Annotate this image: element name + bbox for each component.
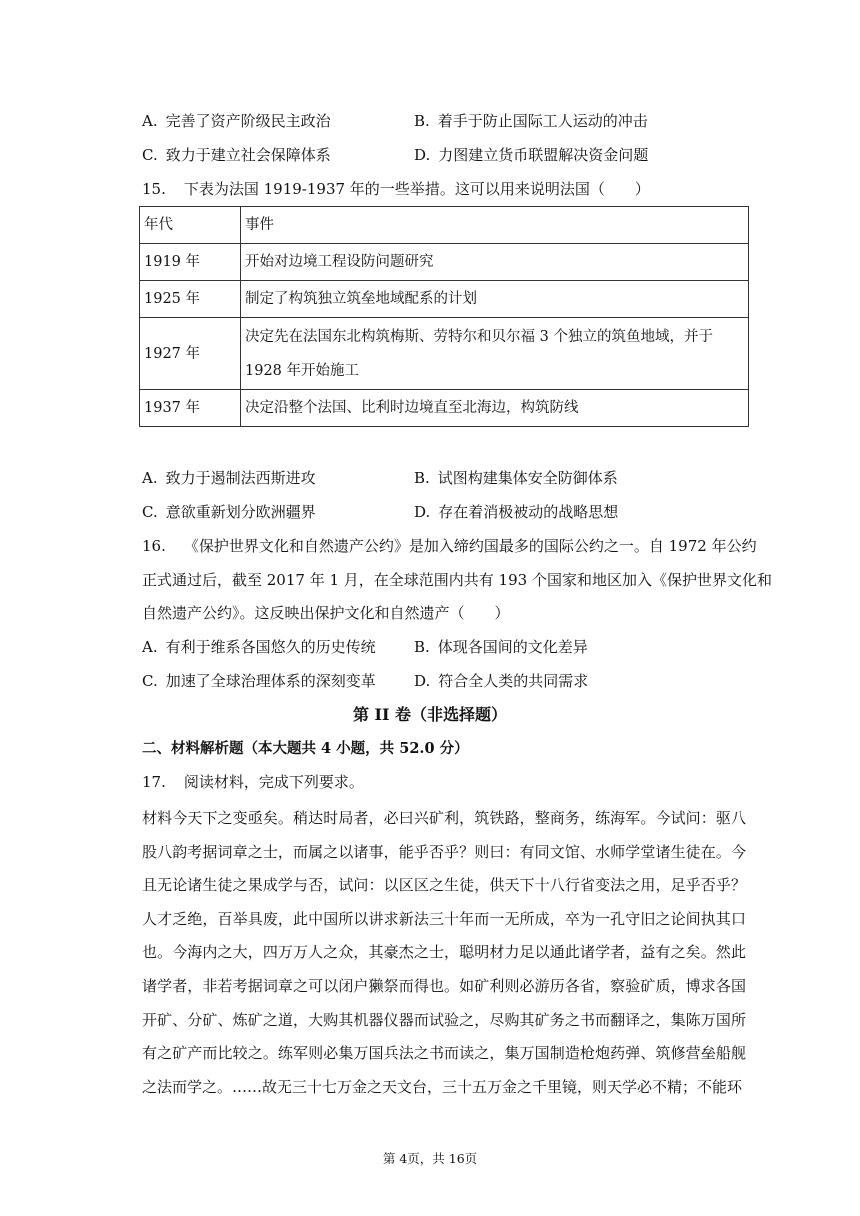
table-cell-year: 1937 年 [140, 390, 241, 427]
question-text: 阅读材料，完成下列要求。 [183, 773, 364, 791]
table-cell-year: 1919 年 [140, 244, 241, 281]
q16-options-row-1 [142, 636, 762, 658]
table-cell-year: 1925 年 [140, 281, 241, 318]
q16-stem-line-2 [142, 569, 772, 591]
q15-stem [142, 178, 650, 200]
table-cell-event: 决定先在法国东北构筑梅斯、劳特尔和贝尔福 3 个独立的筑鱼地域，并于 1928 年开始施工 [241, 318, 749, 390]
q14-option-a [142, 110, 331, 132]
option-letter: A. [142, 112, 158, 130]
table-cell-event: 制定了构筑独立筑垒地域配系的计划 [241, 281, 749, 318]
q15-option-c [142, 501, 316, 523]
option-text: 着手于防止国际工人运动的冲击 [437, 112, 648, 130]
option-text: 试图构建集体安全防御体系 [437, 469, 618, 487]
table-row [140, 281, 749, 318]
question-number: 15. [142, 180, 166, 198]
q15-option-a [142, 467, 316, 489]
option-letter: B. [414, 112, 430, 130]
q16-stem-line-1 [142, 535, 757, 557]
option-text: 有利于维系各国悠久的历史传统 [165, 638, 376, 656]
option-text: 符合全人类的共同需求 [438, 672, 589, 690]
table-row [140, 390, 749, 427]
option-letter: A. [142, 638, 158, 656]
q16-option-b [414, 636, 588, 658]
question-text: 下表为法国 1919-1937 年的一些举措。这可以用来说明法国（ ） [183, 180, 650, 198]
q16-stem-line-3 [142, 602, 510, 624]
option-letter: C. [142, 672, 158, 690]
question-text: 《保护世界文化和自然遗产公约》是加入缔约国最多的国际公约之一。自 1972 年公约 [183, 537, 757, 555]
option-letter: B. [414, 469, 430, 487]
q15-option-b [414, 467, 618, 489]
table-header-row [140, 207, 749, 244]
option-text: 意欲重新划分欧洲疆界 [165, 503, 316, 521]
q17-material-paragraph: 材料今天下之变亟矣。稍达时局者，必曰兴矿利，筑铁路，整商务，练海军。今试问：驱八股八韵考据词章之士，而属之以诸事，能乎否乎？则曰：有同文馆、水师学堂诸生徒在。今且无论诸生徒之果成学与否，试问：以区区之生徒，供天下十八行省变法之用，足乎否乎？人才乏绝，百举具废，此中国所以讲求新法三十年而一无所成，卒为一孔守旧之论间执其口也。今海内之大，四万万人之众，其豪杰之士，聪明材力足以通此诸学者，益有之矣。然此诸学者，非若考据词章之可以闭户獭祭而得也。如矿利则必游历各省，察验矿质，博求各国开矿、分矿、炼矿之道，大购其机器仪器而试验之，尽购其矿务之书而翻译之，集陈万国所有之矿产而比较之。练军则必集万国兵法之书而读之，集万国制造枪炮药弹、筑修营垒船舰之法而学之。……故无三十七万金之天文台，三十五万金之千里镜，则天学必不精；不能环 [142, 809, 746, 1096]
table-header-cell: 年代 [140, 207, 241, 244]
q15-option-d [414, 501, 618, 523]
option-text: 体现各国间的文化差异 [437, 638, 588, 656]
q15-events-table [139, 206, 749, 427]
option-letter: D. [414, 146, 431, 164]
option-text: 致力于遏制法西斯进攻 [165, 469, 316, 487]
q14-option-b [414, 110, 648, 132]
option-text: 存在着消极被动的战略思想 [438, 503, 619, 521]
q16-option-d [414, 670, 588, 692]
table-cell-year: 1927 年 [140, 318, 241, 390]
q14-option-c [142, 144, 331, 166]
section-title: 第 II 卷（非选择题） [352, 705, 508, 724]
q14-options-row-2 [142, 144, 762, 166]
q15-options-row-2 [142, 501, 762, 523]
option-letter: A. [142, 469, 158, 487]
option-text: 加速了全球治理体系的深刻变革 [165, 672, 376, 690]
option-letter: D. [414, 672, 431, 690]
table-header-cell: 事件 [241, 207, 749, 244]
option-letter: C. [142, 503, 158, 521]
table-row [140, 244, 749, 281]
option-text: 致力于建立社会保障体系 [165, 146, 331, 164]
option-letter: B. [414, 638, 430, 656]
table-row [140, 318, 749, 390]
option-text: 完善了资产阶级民主政治 [165, 112, 331, 130]
q14-option-d [414, 144, 648, 166]
q15-options-row-1 [142, 467, 762, 489]
question-text: 自然遗产公约》。这反映出保护文化和自然遗产（ ） [142, 604, 510, 622]
question-number: 16. [142, 537, 166, 555]
table-cell-event: 决定沿整个法国、比利时边境直至北海边，构筑防线 [241, 390, 749, 427]
q16-options-row-2 [142, 670, 762, 692]
section-subheading: 二、材料解析题（本大题共 4 小题，共 52.0 分） [142, 740, 469, 757]
option-letter: C. [142, 146, 158, 164]
q16-option-c [142, 670, 376, 692]
page-footer: 第 4页，共 16页 [382, 1151, 478, 1166]
option-text: 力图建立货币联盟解决资金问题 [438, 146, 649, 164]
q16-option-a [142, 636, 376, 658]
q17-stem [142, 771, 364, 793]
table-cell-event: 开始对边境工程设防问题研究 [241, 244, 749, 281]
q14-options-row-1 [142, 110, 762, 132]
question-number: 17. [142, 773, 166, 791]
question-text: 正式通过后，截至 2017 年 1 月，在全球范围内共有 193 个国家和地区加入《保护世界文化和 [142, 571, 772, 589]
option-letter: D. [414, 503, 431, 521]
